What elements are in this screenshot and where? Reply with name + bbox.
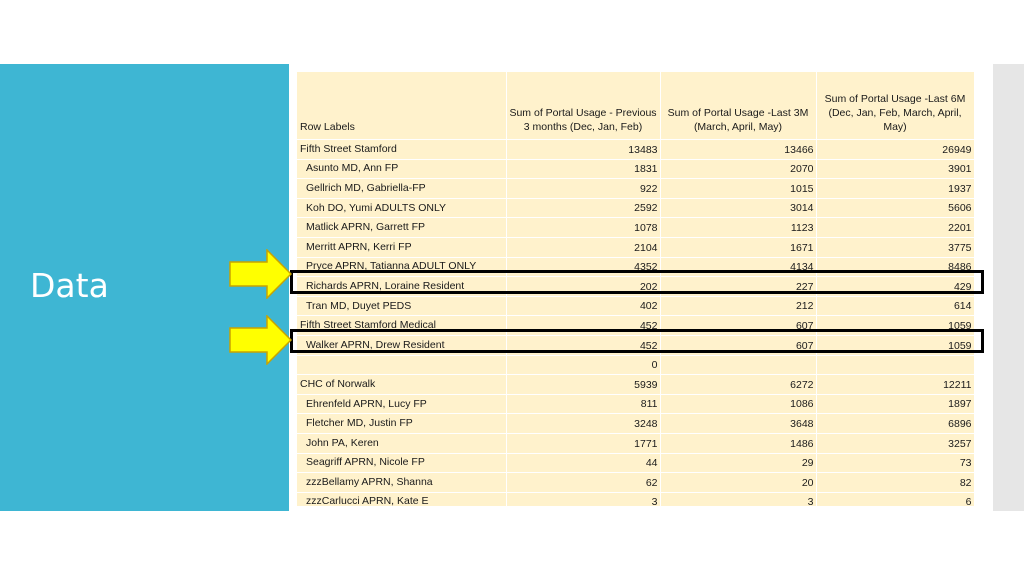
last-3m-value: 29 [660, 453, 816, 473]
last-6m-value: 3901 [816, 159, 974, 179]
header-last-3m: Sum of Portal Usage -Last 3M (March, April, May) [660, 72, 816, 140]
row-label: Seagriff APRN, Nicole FP [297, 453, 506, 473]
last-3m-value: 227 [660, 277, 816, 297]
previous-3-months-value: 5939 [506, 375, 660, 395]
previous-3-months-value: 0 [506, 355, 660, 375]
last-6m-value: 1059 [816, 316, 974, 336]
last-6m-value: 614 [816, 296, 974, 316]
last-3m-value: 1015 [660, 179, 816, 199]
table-row [297, 453, 974, 473]
last-3m-value: 3014 [660, 198, 816, 218]
table-row [297, 473, 974, 493]
last-3m-value: 607 [660, 335, 816, 355]
table-row [297, 296, 974, 316]
last-6m-value: 6896 [816, 414, 974, 434]
last-6m-value: 1937 [816, 179, 974, 199]
last-6m-value: 429 [816, 277, 974, 297]
previous-3-months-value: 202 [506, 277, 660, 297]
last-6m-value: 12211 [816, 375, 974, 395]
table-row [297, 159, 974, 179]
row-label: Richards APRN, Loraine Resident [297, 277, 506, 297]
last-3m-value: 212 [660, 296, 816, 316]
arrow-right-icon [229, 315, 292, 365]
row-label: Koh DO, Yumi ADULTS ONLY [297, 198, 506, 218]
previous-3-months-value: 1831 [506, 159, 660, 179]
last-6m-value: 3257 [816, 433, 974, 453]
table-row [297, 179, 974, 199]
row-label: Walker APRN, Drew Resident [297, 335, 506, 355]
previous-3-months-value: 13483 [506, 140, 660, 160]
row-label: CHC of Norwalk [297, 375, 506, 395]
last-3m-value: 3 [660, 492, 816, 511]
last-3m-value: 607 [660, 316, 816, 336]
last-3m-value: 1086 [660, 394, 816, 414]
row-label: Asunto MD, Ann FP [297, 159, 506, 179]
previous-3-months-value: 3 [506, 492, 660, 511]
last-6m-value: 5606 [816, 198, 974, 218]
row-label: Ehrenfeld APRN, Lucy FP [297, 394, 506, 414]
previous-3-months-value: 922 [506, 179, 660, 199]
last-3m-value: 3648 [660, 414, 816, 434]
last-3m-value [660, 355, 816, 375]
row-label [297, 355, 506, 375]
last-6m-value: 3775 [816, 237, 974, 257]
table-row [297, 355, 974, 375]
row-label: Fifth Street Stamford [297, 140, 506, 160]
row-label: Merritt APRN, Kerri FP [297, 237, 506, 257]
previous-3-months-value: 2104 [506, 237, 660, 257]
last-3m-value: 13466 [660, 140, 816, 160]
last-6m-value: 2201 [816, 218, 974, 238]
previous-3-months-value: 44 [506, 453, 660, 473]
previous-3-months-value: 3248 [506, 414, 660, 434]
row-label: Fifth Street Stamford Medical [297, 316, 506, 336]
group-row [297, 140, 974, 160]
row-label: zzzCarlucci APRN, Kate E [297, 492, 506, 511]
last-6m-value: 6 [816, 492, 974, 511]
previous-3-months-value: 1078 [506, 218, 660, 238]
row-label: Pryce APRN, Tatianna ADULT ONLY [297, 257, 506, 277]
row-label: Matlick APRN, Garrett FP [297, 218, 506, 238]
header-previous-3-months: Sum of Portal Usage - Previous 3 months (Dec, Jan, Feb) [506, 72, 660, 140]
last-3m-value: 6272 [660, 375, 816, 395]
group-row [297, 375, 974, 395]
row-label: Gellrich MD, Gabriella-FP [297, 179, 506, 199]
table-row [297, 237, 974, 257]
table-row [297, 394, 974, 414]
highlight-box-richards [290, 270, 984, 294]
slide-title: Data [30, 266, 109, 305]
last-3m-value: 1486 [660, 433, 816, 453]
last-6m-value: 1059 [816, 335, 974, 355]
previous-3-months-value: 811 [506, 394, 660, 414]
table-row [297, 198, 974, 218]
last-3m-value: 20 [660, 473, 816, 493]
previous-3-months-value: 1771 [506, 433, 660, 453]
last-3m-value: 1671 [660, 237, 816, 257]
last-6m-value: 1897 [816, 394, 974, 414]
row-label: John PA, Keren [297, 433, 506, 453]
last-6m-value [816, 355, 974, 375]
previous-3-months-value: 452 [506, 316, 660, 336]
previous-3-months-value: 62 [506, 473, 660, 493]
header-row-labels: Row Labels [297, 72, 506, 140]
table-row [297, 433, 974, 453]
last-6m-value: 73 [816, 453, 974, 473]
row-label: Fletcher MD, Justin FP [297, 414, 506, 434]
table-row [297, 218, 974, 238]
arrow-right-icon [229, 249, 292, 299]
previous-3-months-value: 452 [506, 335, 660, 355]
last-6m-value: 82 [816, 473, 974, 493]
table-row [297, 492, 974, 511]
last-6m-value: 26949 [816, 140, 974, 160]
right-edge-bar [993, 64, 1024, 511]
previous-3-months-value: 2592 [506, 198, 660, 218]
previous-3-months-value: 4352 [506, 257, 660, 277]
row-label: Tran MD, Duyet PEDS [297, 296, 506, 316]
highlight-box-walker [290, 329, 984, 353]
table-row [297, 414, 974, 434]
header-last-6m: Sum of Portal Usage -Last 6M (Dec, Jan, Feb, March, April, May) [816, 72, 974, 140]
last-3m-value: 1123 [660, 218, 816, 238]
last-3m-value: 4134 [660, 257, 816, 277]
last-3m-value: 2070 [660, 159, 816, 179]
last-6m-value: 8486 [816, 257, 974, 277]
row-label: zzzBellamy APRN, Shanna [297, 473, 506, 493]
header-row [297, 72, 974, 140]
previous-3-months-value: 402 [506, 296, 660, 316]
